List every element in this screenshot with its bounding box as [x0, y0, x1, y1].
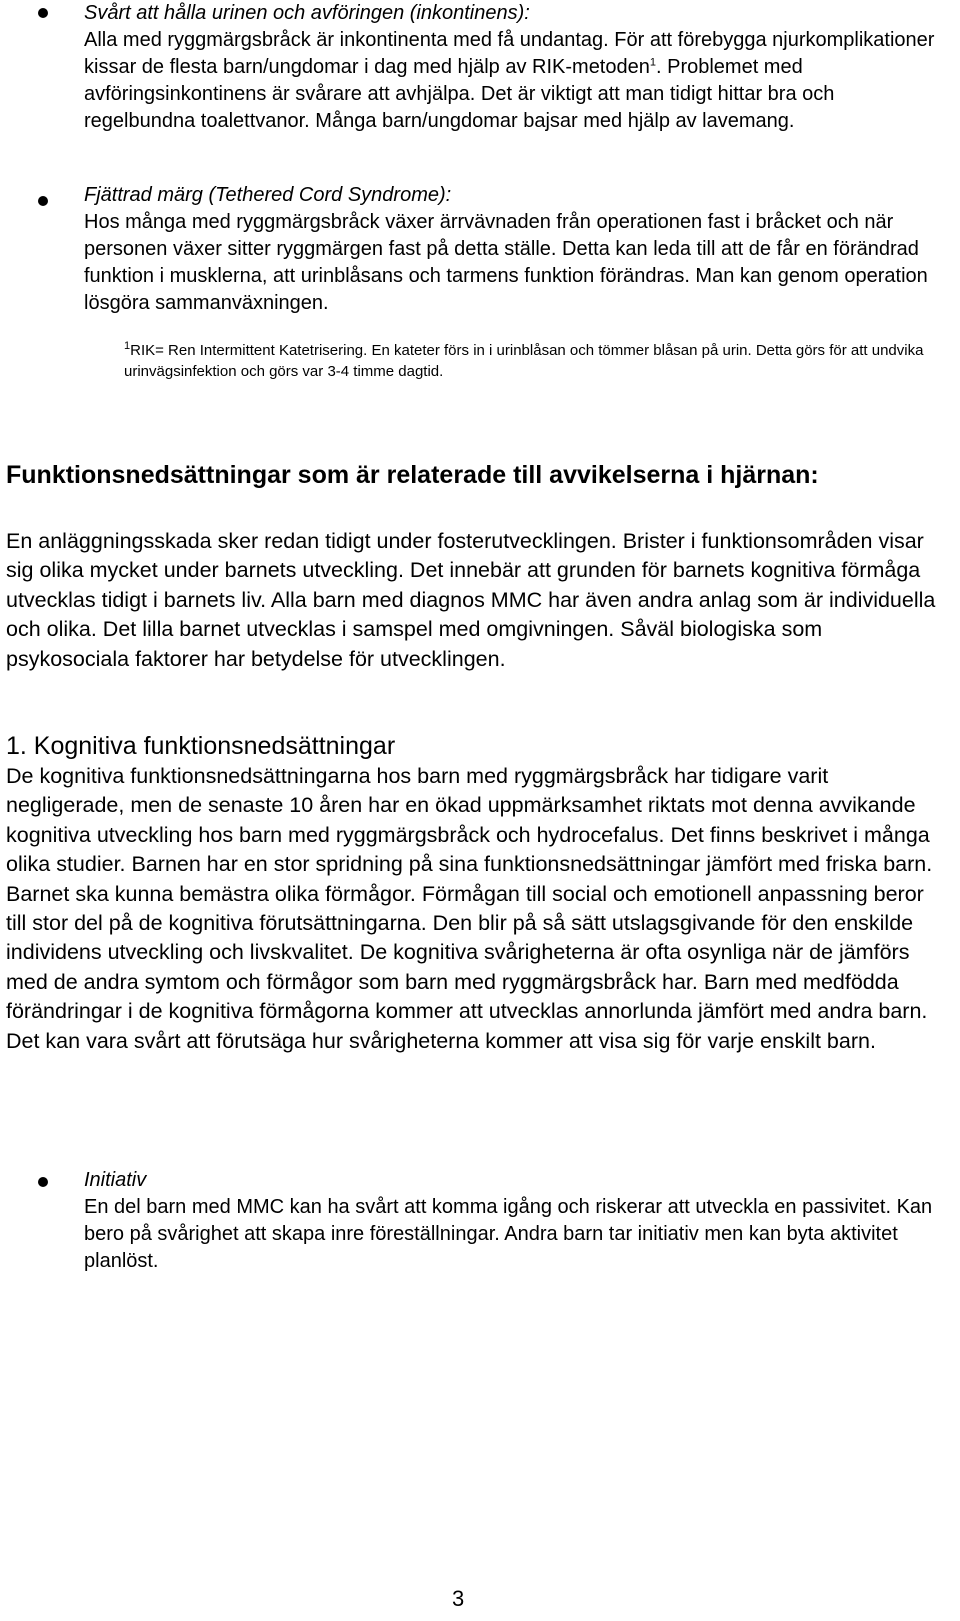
footnote	[124, 340, 944, 382]
section-intro-paragraph: En anläggningsskada sker redan tidigt under fosterutvecklingen. Brister i funktionsområden visar sig olika mycket under barnets utveckling. Det innebär att grunden för barnets kognitiva förmåga utvecklas tidigt i barnets liv. Alla barn med diagnos MMC har även andra anlag som är individuella och olika. Det lilla barnet utvecklas i samspel med omgivningen. Såväl biologiska som psykosociala faktorer har betydelse för utvecklingen.	[6, 529, 936, 671]
bullet-body	[84, 27, 944, 135]
footnote-text: RIK= Ren Intermittent Katetrisering. En kateter förs in i urinblåsan och tömmer blåsan på urin. Detta görs för att undvika urinvägsinfektion och görs var 3-4 timme dagtid.	[124, 342, 924, 380]
subsection-heading: 1. Kognitiva funktionsnedsättningar	[6, 732, 396, 760]
subsection-paragraph: De kognitiva funktionsnedsättningarna hos barn med ryggmärgsbråck har tidigare varit negligerade, men de senaste 10 åren har en ökad uppmärksamhet riktats mot denna avvikande kognitiva utveckling hos barn med ryggmärgsbråck och hydrocefalus. Det finns beskrivet i många olika studier. Barnen har en stor spridning på sina funktionsnedsättningar jämfört med friska barn. Barnet ska kunna bemästra olika förmågor. Förmågan till social och emotionell anpassning beror till stor del på de kognitiva förutsättningarna. Den blir på så sätt utslagsgivande för den enskilde individens utveckling och livskvalitet. De kognitiva svårigheterna är ofta osynliga när de jämförs med de andra symtom och förmågor som barn med ryggmärgsbråck har. Barn med medfödda förändringar i de kognitiva förmågorna kommer att utvecklas annorlunda jämfört med andra barn. Det kan vara svårt att förutsäga hur svårigheterna kommer att visa sig för varje enskilt barn.	[6, 764, 933, 1053]
bullet-body-text-continued: . Problemet med avföringsinkontinens är svårare att avhjälpa. Det är viktigt att man tidigt hittar bra och regelbundna toalettvanor. Många barn/ungdomar bajsar med hjälp av lavemang.	[84, 56, 835, 132]
bullet-item-initiative	[84, 1167, 944, 1275]
bullet-marker	[38, 8, 48, 18]
bullet-body: Hos många med ryggmärgsbråck växer ärrvävnaden från operationen fast i bråcket och när personen växer sitter ryggmärgen fast på detta ställe. Detta kan leda till att de får en förändrad funktion i musklerna, att urinblåsans och tarmens funktion förändras. Man kan genom operation lösgöra sammanväxningen.	[84, 211, 928, 314]
bullet-title: Fjättrad märg (Tethered Cord Syndrome):	[84, 184, 452, 206]
bullet-title: Svårt att hålla urinen och avföringen (inkontinens):	[84, 2, 530, 24]
section-heading: Funktionsnedsättningar som är relaterade till avvikelserna i hjärnan:	[6, 461, 819, 489]
page-number: 3	[452, 1586, 465, 1611]
bullet-title: Initiativ	[84, 1169, 147, 1191]
footnote-marker: 1	[124, 340, 131, 352]
bullet-body: En del barn med MMC kan ha svårt att komma igång och riskerar att utveckla en passivitet. Kan bero på svårighet att skapa inre föreställningar. Andra barn tar initiativ men kan byta aktivitet planlöst.	[84, 1196, 933, 1272]
bullet-marker	[38, 1177, 48, 1187]
bullet-body-text: Alla med ryggmärgsbråck är inkontinenta med få undantag. För att förebygga njurkomplikationer kissar de flesta barn/ungdomar i dag med hjälp av RIK-metoden	[84, 29, 935, 78]
bullet-item-incontinence	[84, 0, 944, 135]
bullet-marker	[38, 196, 48, 206]
bullet-item-tethered-cord	[84, 182, 944, 317]
footnote-reference: 1	[649, 56, 656, 69]
